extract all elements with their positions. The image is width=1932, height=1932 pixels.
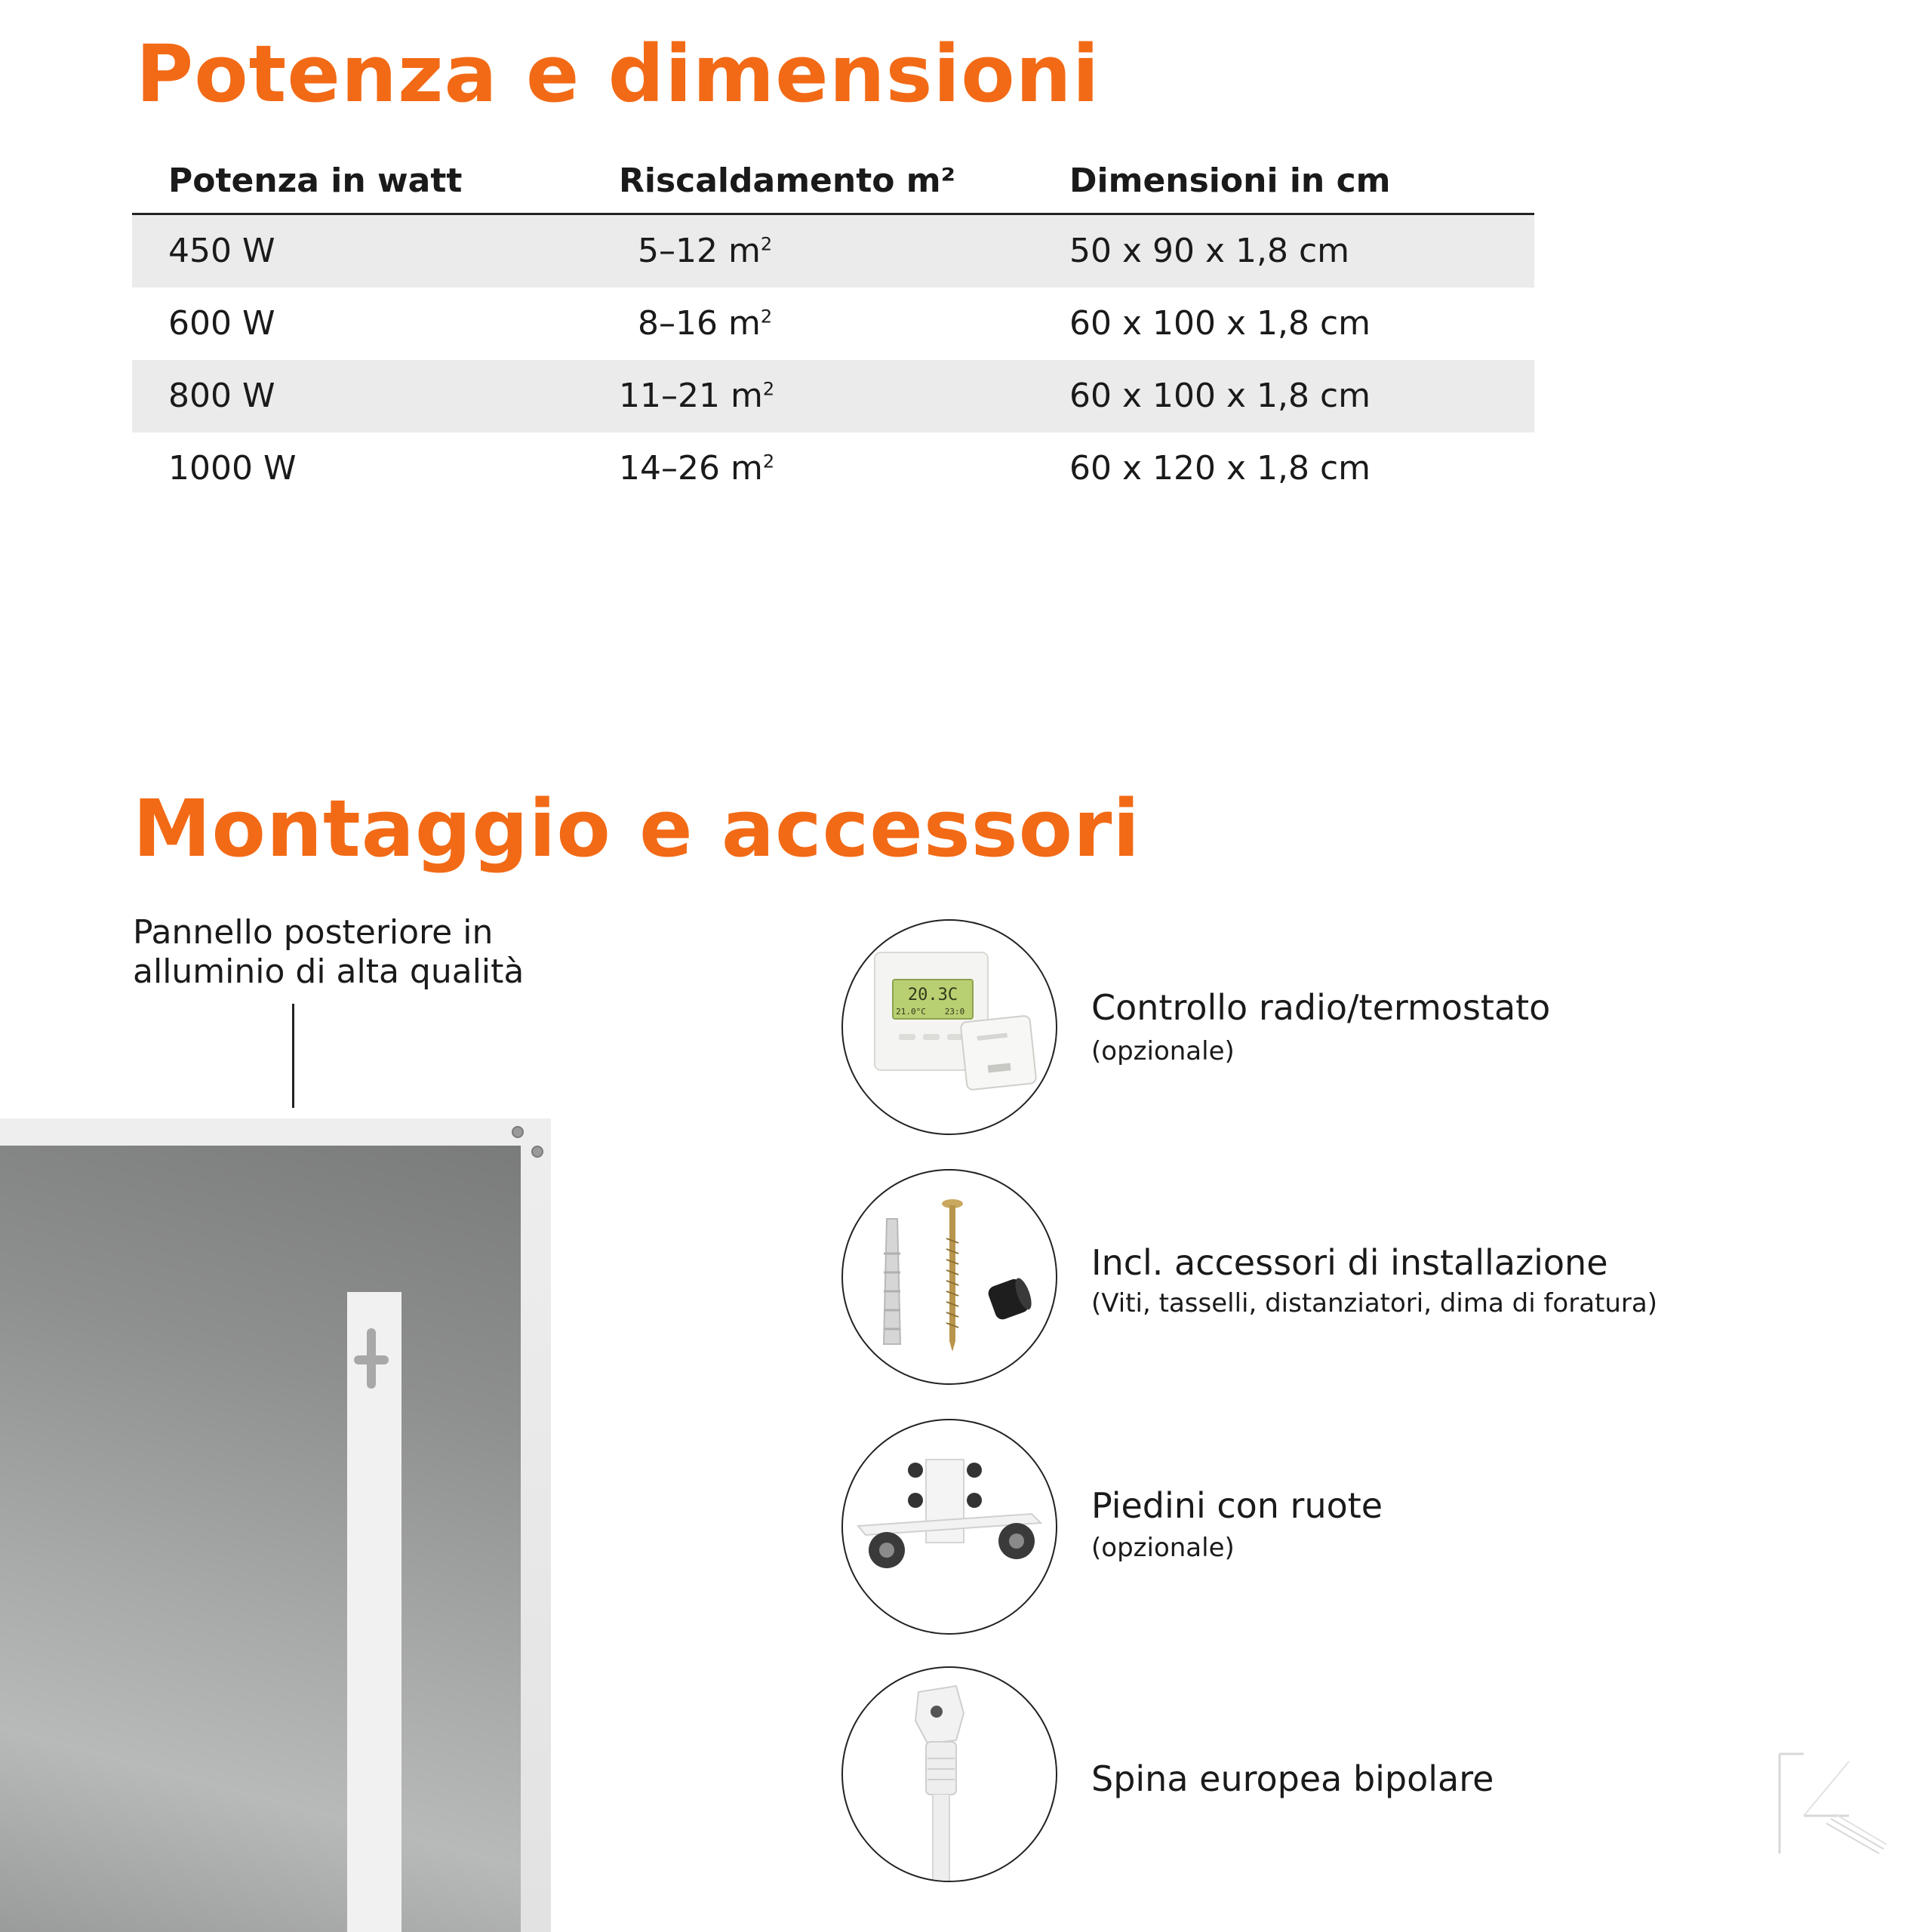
table-row <box>132 215 1534 288</box>
cell-area: 5–12 $m^2$ <box>638 232 773 270</box>
cell-power: 800 W <box>168 377 275 415</box>
panel-caption <box>133 913 524 992</box>
installation-kit-image <box>841 1169 1057 1385</box>
cell-power: 1000 W <box>168 449 297 488</box>
header-area: Riscaldamento m² <box>619 162 955 200</box>
header-dimensions: Dimensioni in cm <box>1069 162 1391 200</box>
svg-text:21.0°C: 21.0°C <box>896 1007 926 1017</box>
panel-caption-line: Pannello posteriore in <box>133 913 494 952</box>
table-row <box>132 360 1534 432</box>
cell-dimensions: 60 x 100 x 1,8 cm <box>1069 304 1371 343</box>
cell-dimensions: 60 x 120 x 1,8 cm <box>1069 449 1371 488</box>
accessory-subtitle: (Viti, tasselli, distanziatori, dima di foratura) <box>1091 1288 1658 1318</box>
section-title-mounting: Montaggio e accessori <box>133 783 1141 875</box>
accessory-subtitle: (opzionale) <box>1091 1533 1235 1563</box>
plug-icon <box>843 1668 1056 1881</box>
thermostat-icon <box>843 921 1056 1134</box>
accessory-title: Spina europea bipolare <box>1091 1758 1494 1799</box>
table-row <box>132 288 1534 360</box>
svg-text:23:0: 23:0 <box>944 1007 965 1017</box>
cell-power: 450 W <box>168 232 275 270</box>
accessory-title: Incl. accessori di installazione <box>1091 1242 1608 1283</box>
accessory-subtitle: (opzionale) <box>1091 1036 1235 1066</box>
panel-caption-line: alluminio di alta qualità <box>133 952 525 991</box>
header-power: Potenza in watt <box>168 162 463 200</box>
wheeled-feet-image <box>841 1419 1057 1635</box>
plug-image <box>841 1666 1057 1882</box>
aluminium-back-panel <box>0 1146 521 1932</box>
cell-area: 8–16 $m^2$ <box>638 304 773 343</box>
cell-area: 14–26 $m^2$ <box>619 449 775 488</box>
caption-pointer-line <box>292 1004 294 1108</box>
table-row <box>132 432 1534 505</box>
screws-icon <box>843 1171 1056 1383</box>
accessory-title: Controllo radio/termostato <box>1091 987 1551 1028</box>
thermostat-image <box>841 919 1057 1135</box>
cell-dimensions: 60 x 100 x 1,8 cm <box>1069 377 1371 415</box>
brand-logo-icon <box>1774 1751 1887 1857</box>
cell-power: 600 W <box>168 304 275 343</box>
specs-table <box>132 151 1534 505</box>
svg-text:20.3C: 20.3C <box>907 986 958 1004</box>
wheels-icon <box>843 1420 1056 1633</box>
screw-icon <box>531 1146 543 1158</box>
screw-icon <box>512 1126 524 1138</box>
cell-area: 11–21 $m^2$ <box>619 377 775 415</box>
accessory-title: Piedini con ruote <box>1091 1485 1383 1526</box>
table-header <box>132 151 1534 215</box>
section-title-power: Potenza e dimensioni <box>136 28 1100 120</box>
keyhole-slot-icon <box>371 1328 379 1329</box>
cell-dimensions: 50 x 90 x 1,8 cm <box>1069 232 1350 270</box>
mounting-rail <box>347 1292 401 1932</box>
